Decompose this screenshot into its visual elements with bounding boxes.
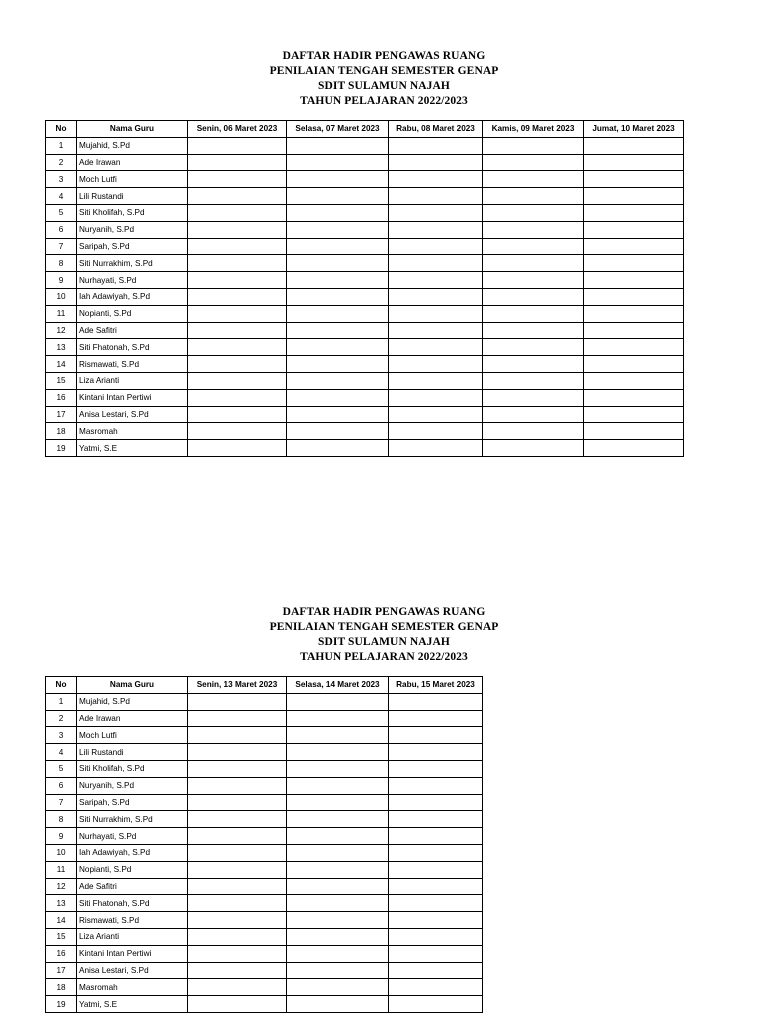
- attendance-cell: [287, 356, 389, 373]
- table-row: [46, 928, 483, 945]
- attendance-cell: [287, 861, 389, 878]
- row-number: 7: [46, 238, 77, 255]
- teacher-name: Siti Nurrakhim, S.Pd: [77, 255, 188, 272]
- column-header-no: No: [46, 121, 77, 138]
- attendance-cell: [188, 406, 287, 423]
- attendance-cell: [483, 322, 584, 339]
- attendance-cell: [483, 137, 584, 154]
- attendance-cell: [287, 204, 389, 221]
- attendance-cell: [188, 962, 287, 979]
- teacher-name: Nurhayati, S.Pd: [77, 828, 188, 845]
- teacher-name: Rismawati, S.Pd: [77, 912, 188, 929]
- table-row: [46, 389, 684, 406]
- teacher-name: Yatmi, S.E: [77, 996, 188, 1013]
- attendance-cell: [287, 137, 389, 154]
- teacher-name: Liza Arianti: [77, 928, 188, 945]
- attendance-cell: [287, 760, 389, 777]
- attendance-cell: [584, 154, 684, 171]
- teacher-name: Nuryanih, S.Pd: [77, 221, 188, 238]
- attendance-cell: [287, 878, 389, 895]
- teacher-name: Nurhayati, S.Pd: [77, 272, 188, 289]
- teacher-name: Lili Rustandi: [77, 188, 188, 205]
- table-row: [46, 744, 483, 761]
- attendance-cell: [584, 356, 684, 373]
- table-row: [46, 861, 483, 878]
- table-row: [46, 339, 684, 356]
- table-row: [46, 912, 483, 929]
- attendance-cell: [287, 372, 389, 389]
- row-number: 16: [46, 389, 77, 406]
- heading-line-4: TAHUN PELAJARAN 2022/2023: [300, 95, 468, 107]
- attendance-cell: [389, 794, 483, 811]
- table-header-row: [46, 121, 684, 138]
- attendance-cell: [188, 322, 287, 339]
- row-number: 11: [46, 305, 77, 322]
- attendance-cell: [389, 356, 483, 373]
- attendance-cell: [188, 945, 287, 962]
- row-number: 6: [46, 777, 77, 794]
- attendance-cell: [389, 928, 483, 945]
- attendance-cell: [188, 171, 287, 188]
- table-row: [46, 828, 483, 845]
- attendance-cell: [188, 710, 287, 727]
- attendance-cell: [389, 878, 483, 895]
- teacher-name: Masromah: [77, 423, 188, 440]
- attendance-cell: [287, 945, 389, 962]
- teacher-name: Mujahid, S.Pd: [77, 693, 188, 710]
- attendance-cell: [188, 372, 287, 389]
- column-header-nama-guru: Nama Guru: [77, 677, 188, 694]
- table-row: [46, 962, 483, 979]
- table-row: [46, 693, 483, 710]
- attendance-cell: [287, 794, 389, 811]
- attendance-cell: [188, 204, 287, 221]
- attendance-cell: [584, 238, 684, 255]
- attendance-cell: [287, 423, 389, 440]
- attendance-cell: [483, 423, 584, 440]
- row-number: 2: [46, 154, 77, 171]
- attendance-cell: [188, 272, 287, 289]
- attendance-cell: [188, 255, 287, 272]
- attendance-cell: [584, 423, 684, 440]
- attendance-cell: [483, 288, 584, 305]
- table-row: [46, 777, 483, 794]
- attendance-cell: [584, 339, 684, 356]
- attendance-cell: [584, 406, 684, 423]
- attendance-cell: [188, 339, 287, 356]
- row-number: 2: [46, 710, 77, 727]
- table-row: [46, 154, 684, 171]
- attendance-cell: [584, 389, 684, 406]
- attendance-cell: [287, 339, 389, 356]
- attendance-cell: [389, 137, 483, 154]
- table-row: [46, 255, 684, 272]
- teacher-name: Iah Adawiyah, S.Pd: [77, 844, 188, 861]
- attendance-cell: [188, 744, 287, 761]
- attendance-cell: [584, 221, 684, 238]
- table-row: [46, 895, 483, 912]
- attendance-cell: [287, 710, 389, 727]
- row-number: 11: [46, 861, 77, 878]
- attendance-cell: [389, 861, 483, 878]
- attendance-cell: [389, 777, 483, 794]
- attendance-cell: [389, 844, 483, 861]
- attendance-cell: [188, 137, 287, 154]
- row-number: 14: [46, 912, 77, 929]
- attendance-cell: [287, 895, 389, 912]
- column-header-date: Rabu, 15 Maret 2023: [389, 677, 483, 694]
- attendance-cell: [188, 154, 287, 171]
- heading-line-2: PENILAIAN TENGAH SEMESTER GENAP: [269, 621, 499, 633]
- attendance-cell: [389, 389, 483, 406]
- teacher-name: Siti Fhatonah, S.Pd: [77, 895, 188, 912]
- table-row: [46, 204, 684, 221]
- attendance-cell: [389, 204, 483, 221]
- attendance-cell: [389, 962, 483, 979]
- attendance-cell: [287, 288, 389, 305]
- attendance-cell: [188, 440, 287, 457]
- attendance-cell: [188, 188, 287, 205]
- attendance-cell: [188, 221, 287, 238]
- row-number: 7: [46, 794, 77, 811]
- attendance-cell: [584, 204, 684, 221]
- attendance-cell: [188, 861, 287, 878]
- table-row: [46, 305, 684, 322]
- sheet-heading: [0, 605, 768, 665]
- table-row: [46, 844, 483, 861]
- attendance-cell: [389, 828, 483, 845]
- teacher-name: Rismawati, S.Pd: [77, 356, 188, 373]
- teacher-name: Ade Safitri: [77, 322, 188, 339]
- attendance-cell: [287, 828, 389, 845]
- attendance-cell: [584, 440, 684, 457]
- attendance-cell: [389, 996, 483, 1013]
- heading-line-1: DAFTAR HADIR PENGAWAS RUANG: [282, 606, 486, 618]
- attendance-cell: [389, 744, 483, 761]
- table-row: [46, 811, 483, 828]
- attendance-cell: [188, 979, 287, 996]
- attendance-cell: [483, 305, 584, 322]
- teacher-name: Liza Arianti: [77, 372, 188, 389]
- attendance-cell: [389, 811, 483, 828]
- attendance-cell: [389, 979, 483, 996]
- row-number: 9: [46, 272, 77, 289]
- attendance-cell: [389, 895, 483, 912]
- attendance-cell: [483, 171, 584, 188]
- attendance-cell: [389, 171, 483, 188]
- row-number: 8: [46, 811, 77, 828]
- attendance-cell: [389, 945, 483, 962]
- row-number: 3: [46, 727, 77, 744]
- column-header-date: Selasa, 07 Maret 2023: [287, 121, 389, 138]
- attendance-cell: [188, 895, 287, 912]
- teacher-name: Mujahid, S.Pd: [77, 137, 188, 154]
- attendance-cell: [389, 188, 483, 205]
- attendance-cell: [188, 760, 287, 777]
- attendance-cell: [389, 305, 483, 322]
- column-header-date: Senin, 06 Maret 2023: [188, 121, 287, 138]
- teacher-name: Nopianti, S.Pd: [77, 861, 188, 878]
- column-header-nama-guru: Nama Guru: [77, 121, 188, 138]
- attendance-cell: [389, 339, 483, 356]
- teacher-name: Anisa Lestari, S.Pd: [77, 962, 188, 979]
- table-row: [46, 288, 684, 305]
- attendance-cell: [188, 389, 287, 406]
- column-header-no: No: [46, 677, 77, 694]
- attendance-cell: [287, 322, 389, 339]
- attendance-cell: [287, 272, 389, 289]
- row-number: 5: [46, 204, 77, 221]
- attendance-cell: [389, 322, 483, 339]
- table-row: [46, 760, 483, 777]
- attendance-cell: [389, 238, 483, 255]
- row-number: 10: [46, 288, 77, 305]
- teacher-name: Nuryanih, S.Pd: [77, 777, 188, 794]
- table-row: [46, 221, 684, 238]
- attendance-cell: [389, 423, 483, 440]
- attendance-cell: [287, 406, 389, 423]
- attendance-cell: [389, 255, 483, 272]
- attendance-cell: [483, 188, 584, 205]
- column-header-date: Rabu, 08 Maret 2023: [389, 121, 483, 138]
- table-row: [46, 322, 684, 339]
- attendance-cell: [584, 305, 684, 322]
- attendance-cell: [483, 221, 584, 238]
- teacher-name: Siti Fhatonah, S.Pd: [77, 339, 188, 356]
- attendance-cell: [483, 339, 584, 356]
- heading-line-4: TAHUN PELAJARAN 2022/2023: [300, 651, 468, 663]
- row-number: 9: [46, 828, 77, 845]
- attendance-cell: [287, 238, 389, 255]
- attendance-cell: [287, 221, 389, 238]
- table-row: [46, 996, 483, 1013]
- row-number: 12: [46, 878, 77, 895]
- attendance-cell: [188, 288, 287, 305]
- teacher-name: Lili Rustandi: [77, 744, 188, 761]
- attendance-cell: [584, 372, 684, 389]
- column-header-date: Jumat, 10 Maret 2023: [584, 121, 684, 138]
- attendance-cell: [188, 238, 287, 255]
- table-row: [46, 238, 684, 255]
- attendance-cell: [188, 912, 287, 929]
- teacher-name: Yatmi, S.E: [77, 440, 188, 457]
- table-row: [46, 137, 684, 154]
- attendance-cell: [483, 204, 584, 221]
- table-row: [46, 188, 684, 205]
- row-number: 15: [46, 928, 77, 945]
- sheet-heading: [0, 49, 768, 109]
- attendance-cell: [188, 777, 287, 794]
- row-number: 4: [46, 744, 77, 761]
- attendance-cell: [584, 137, 684, 154]
- row-number: 6: [46, 221, 77, 238]
- table-row: [46, 406, 684, 423]
- attendance-cell: [584, 188, 684, 205]
- table-row: [46, 979, 483, 996]
- attendance-cell: [287, 188, 389, 205]
- attendance-cell: [287, 440, 389, 457]
- attendance-cell: [188, 844, 287, 861]
- teacher-name: Ade Irawan: [77, 710, 188, 727]
- column-header-date: Senin, 13 Maret 2023: [188, 677, 287, 694]
- attendance-cell: [287, 727, 389, 744]
- row-number: 4: [46, 188, 77, 205]
- row-number: 5: [46, 760, 77, 777]
- attendance-cell: [584, 171, 684, 188]
- attendance-cell: [584, 288, 684, 305]
- attendance-cell: [389, 710, 483, 727]
- attendance-cell: [389, 440, 483, 457]
- teacher-name: Ade Safitri: [77, 878, 188, 895]
- table-row: [46, 356, 684, 373]
- attendance-cell: [483, 154, 584, 171]
- attendance-cell: [584, 322, 684, 339]
- teacher-name: Siti Kholifah, S.Pd: [77, 760, 188, 777]
- attendance-cell: [287, 996, 389, 1013]
- attendance-cell: [287, 844, 389, 861]
- table-row: [46, 727, 483, 744]
- attendance-cell: [287, 255, 389, 272]
- attendance-cell: [389, 288, 483, 305]
- teacher-name: Siti Nurrakhim, S.Pd: [77, 811, 188, 828]
- attendance-cell: [287, 777, 389, 794]
- column-header-date: Selasa, 14 Maret 2023: [287, 677, 389, 694]
- attendance-cell: [188, 693, 287, 710]
- attendance-cell: [483, 440, 584, 457]
- teacher-name: Kintani Intan Pertiwi: [77, 389, 188, 406]
- attendance-cell: [287, 962, 389, 979]
- attendance-cell: [188, 811, 287, 828]
- table-row: [46, 272, 684, 289]
- teacher-name: Kintani Intan Pertiwi: [77, 945, 188, 962]
- attendance-cell: [287, 928, 389, 945]
- heading-line-3: SDIT SULAMUN NAJAH: [318, 80, 450, 92]
- table-row: [46, 423, 684, 440]
- attendance-cell: [188, 828, 287, 845]
- attendance-cell: [584, 272, 684, 289]
- attendance-table: [45, 676, 483, 1013]
- attendance-cell: [584, 255, 684, 272]
- table-row: [46, 171, 684, 188]
- attendance-cell: [483, 406, 584, 423]
- teacher-name: Anisa Lestari, S.Pd: [77, 406, 188, 423]
- row-number: 18: [46, 423, 77, 440]
- table-row: [46, 878, 483, 895]
- row-number: 13: [46, 339, 77, 356]
- teacher-name: Nopianti, S.Pd: [77, 305, 188, 322]
- attendance-cell: [389, 406, 483, 423]
- teacher-name: Moch Lutfi: [77, 727, 188, 744]
- teacher-name: Ade Irawan: [77, 154, 188, 171]
- attendance-cell: [389, 693, 483, 710]
- attendance-cell: [483, 372, 584, 389]
- heading-line-2: PENILAIAN TENGAH SEMESTER GENAP: [269, 65, 499, 77]
- attendance-cell: [389, 760, 483, 777]
- row-number: 19: [46, 440, 77, 457]
- table-row: [46, 710, 483, 727]
- row-number: 16: [46, 945, 77, 962]
- teacher-name: Iah Adawiyah, S.Pd: [77, 288, 188, 305]
- table-header-row: [46, 677, 483, 694]
- row-number: 17: [46, 406, 77, 423]
- attendance-cell: [287, 389, 389, 406]
- row-number: 1: [46, 137, 77, 154]
- row-number: 10: [46, 844, 77, 861]
- column-header-date: Kamis, 09 Maret 2023: [483, 121, 584, 138]
- table-row: [46, 440, 684, 457]
- heading-line-3: SDIT SULAMUN NAJAH: [318, 636, 450, 648]
- row-number: 13: [46, 895, 77, 912]
- row-number: 19: [46, 996, 77, 1013]
- row-number: 3: [46, 171, 77, 188]
- attendance-cell: [188, 928, 287, 945]
- attendance-cell: [188, 727, 287, 744]
- teacher-name: Masromah: [77, 979, 188, 996]
- attendance-cell: [188, 356, 287, 373]
- row-number: 1: [46, 693, 77, 710]
- attendance-cell: [287, 979, 389, 996]
- attendance-cell: [188, 794, 287, 811]
- attendance-cell: [389, 372, 483, 389]
- table-row: [46, 372, 684, 389]
- attendance-cell: [287, 305, 389, 322]
- attendance-cell: [389, 154, 483, 171]
- teacher-name: Saripah, S.Pd: [77, 794, 188, 811]
- attendance-cell: [188, 996, 287, 1013]
- attendance-cell: [287, 811, 389, 828]
- teacher-name: Saripah, S.Pd: [77, 238, 188, 255]
- attendance-cell: [287, 693, 389, 710]
- teacher-name: Moch Lutfi: [77, 171, 188, 188]
- attendance-cell: [188, 423, 287, 440]
- attendance-cell: [287, 744, 389, 761]
- row-number: 12: [46, 322, 77, 339]
- attendance-cell: [389, 727, 483, 744]
- row-number: 15: [46, 372, 77, 389]
- row-number: 8: [46, 255, 77, 272]
- attendance-cell: [188, 878, 287, 895]
- attendance-cell: [389, 912, 483, 929]
- attendance-cell: [389, 221, 483, 238]
- table-row: [46, 794, 483, 811]
- row-number: 18: [46, 979, 77, 996]
- attendance-cell: [287, 912, 389, 929]
- attendance-cell: [483, 389, 584, 406]
- attendance-cell: [483, 238, 584, 255]
- attendance-cell: [483, 255, 584, 272]
- attendance-cell: [483, 272, 584, 289]
- heading-line-1: DAFTAR HADIR PENGAWAS RUANG: [282, 50, 486, 62]
- attendance-table: [45, 120, 684, 457]
- attendance-cell: [389, 272, 483, 289]
- attendance-cell: [188, 305, 287, 322]
- attendance-cell: [287, 154, 389, 171]
- table-row: [46, 945, 483, 962]
- attendance-cell: [483, 356, 584, 373]
- row-number: 17: [46, 962, 77, 979]
- teacher-name: Siti Kholifah, S.Pd: [77, 204, 188, 221]
- row-number: 14: [46, 356, 77, 373]
- attendance-cell: [287, 171, 389, 188]
